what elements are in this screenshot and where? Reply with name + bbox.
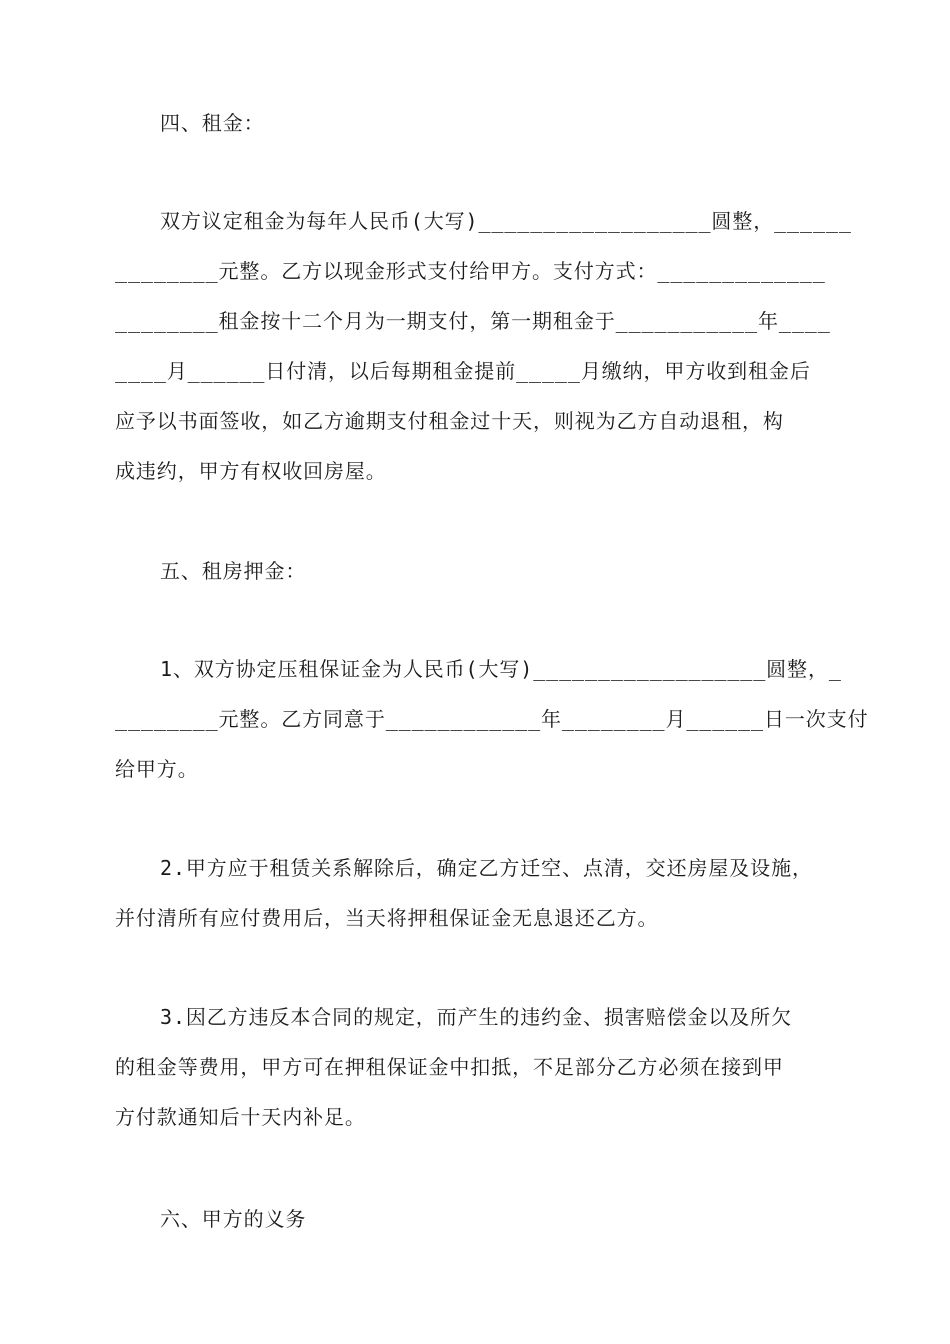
section-heading-rent: 四、租金：	[160, 111, 265, 135]
deposit-item3-line-2: 的租金等费用，甲方可在押租保证金中扣抵，不足部分乙方必须在接到甲	[115, 1055, 784, 1079]
deposit-item1-line-2: ________元整。乙方同意于____________年________月______日一次支付	[115, 707, 869, 731]
rent-paragraph-line-2: ________元整。乙方以现金形式支付给甲方。支付方式：_____________	[115, 259, 826, 283]
deposit-item2-line-2: 并付清所有应付费用后，当天将押租保证金无息退还乙方。	[115, 906, 659, 930]
deposit-item1-line-1: 1、双方协定压租保证金为人民币(大写)__________________圆整，_	[160, 657, 842, 681]
rent-paragraph-line-5: 应予以书面签收，如乙方逾期支付租金过十天，则视为乙方自动退租，构	[115, 409, 784, 433]
section-heading-landlord-obligations: 六、甲方的义务	[160, 1207, 307, 1231]
rent-paragraph-line-4: ____月______日付清，以后每期租金提前_____月缴纳，甲方收到租金后	[115, 359, 811, 383]
deposit-item3-line-3: 方付款通知后十天内补足。	[115, 1105, 366, 1129]
rent-paragraph-line-3: ________租金按十二个月为一期支付，第一期租金于___________年____	[115, 309, 831, 333]
deposit-item2-line-1: 2.甲方应于租赁关系解除后，确定乙方迁空、点清，交还房屋及设施，	[160, 856, 813, 880]
rent-paragraph-line-6: 成违约，甲方有权收回房屋。	[115, 459, 387, 483]
rent-paragraph-line-1: 双方议定租金为每年人民币(大写)__________________圆整，______	[160, 209, 852, 233]
section-heading-deposit: 五、租房押金：	[160, 559, 307, 583]
deposit-item1-line-3: 给甲方。	[115, 757, 199, 781]
deposit-item3-line-1: 3.因乙方违反本合同的规定，而产生的违约金、损害赔偿金以及所欠	[160, 1005, 792, 1029]
